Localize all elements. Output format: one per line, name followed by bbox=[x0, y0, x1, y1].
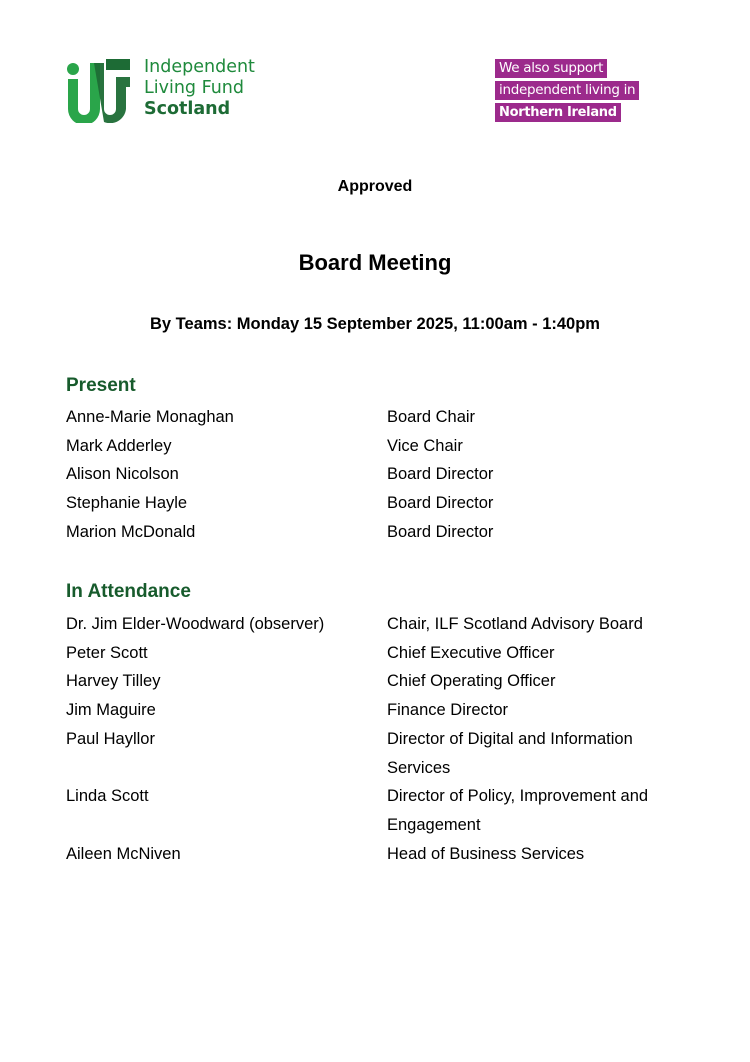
attendee-role: Director of Digital and Information Services bbox=[387, 729, 633, 777]
attendee-name: Paul Hayllor bbox=[66, 729, 155, 748]
document-status: Approved bbox=[337, 178, 413, 195]
attendee-role: Finance Director bbox=[387, 701, 509, 720]
attendee-name: Jim Maguire bbox=[66, 701, 156, 720]
attendee-role: Board Chair bbox=[387, 408, 476, 426]
meeting-details: By Teams: Monday 15 September 2025, 11:00am - 1:40pm bbox=[150, 315, 600, 333]
ni-badge-line-3: Northern Ireland bbox=[495, 103, 621, 122]
attendee-role: Vice Chair bbox=[387, 436, 463, 455]
attendee-name: Dr. Jim Elder-Woodward (observer) bbox=[66, 615, 325, 633]
ni-badge-line-2: independent living in bbox=[495, 81, 639, 100]
attendance-row bbox=[66, 610, 706, 639]
attendee-role: Head of Business Services bbox=[387, 844, 585, 863]
attendee-role: Director of Policy, Improvement and Engagement bbox=[387, 787, 649, 834]
present-list bbox=[66, 403, 706, 547]
attendee-name: Mark Adderley bbox=[66, 436, 172, 455]
attendee-role: Board Director bbox=[387, 465, 494, 484]
attendance-row bbox=[66, 840, 706, 869]
attendance-row bbox=[66, 639, 706, 668]
present-row bbox=[66, 460, 706, 489]
present-row bbox=[66, 432, 706, 461]
attendee-role: Board Director bbox=[387, 522, 494, 541]
attendee-name: Stephanie Hayle bbox=[66, 494, 188, 513]
attendee-role: Chief Operating Officer bbox=[387, 672, 556, 691]
logo-line-3: Scotland bbox=[144, 99, 231, 119]
attendee-name: Peter Scott bbox=[66, 643, 148, 662]
northern-ireland-badge bbox=[495, 59, 639, 125]
attendance-row bbox=[66, 667, 706, 696]
attendee-name: Anne-Marie Monaghan bbox=[66, 408, 234, 426]
attendance-row bbox=[66, 696, 706, 725]
attendee-role: Chief Executive Officer bbox=[387, 643, 555, 662]
present-heading: Present bbox=[66, 375, 136, 396]
logo-line-2: Living Fund bbox=[144, 78, 244, 98]
attendance-row bbox=[66, 782, 706, 839]
present-row bbox=[66, 518, 706, 547]
ilf-logo-mark-icon bbox=[66, 57, 132, 123]
ni-badge-line-1: We also support bbox=[495, 59, 607, 78]
present-row bbox=[66, 489, 706, 518]
logo-line-1: Independent bbox=[144, 57, 255, 77]
present-row bbox=[66, 403, 706, 432]
attendee-role: Chair, ILF Scotland Advisory Board bbox=[387, 615, 643, 633]
ilf-scotland-logo bbox=[66, 57, 276, 123]
attendee-role: Board Director bbox=[387, 494, 494, 513]
attendance-list bbox=[66, 610, 706, 868]
attendee-name: Marion McDonald bbox=[66, 522, 196, 541]
logo-text bbox=[144, 57, 255, 120]
in-attendance-heading: In Attendance bbox=[66, 581, 191, 602]
attendee-name: Alison Nicolson bbox=[66, 465, 179, 484]
page-title: Board Meeting bbox=[298, 250, 452, 275]
attendee-name: Aileen McNiven bbox=[66, 844, 181, 863]
attendee-name: Linda Scott bbox=[66, 787, 149, 806]
attendee-name: Harvey Tilley bbox=[66, 672, 161, 691]
attendance-row bbox=[66, 725, 706, 782]
